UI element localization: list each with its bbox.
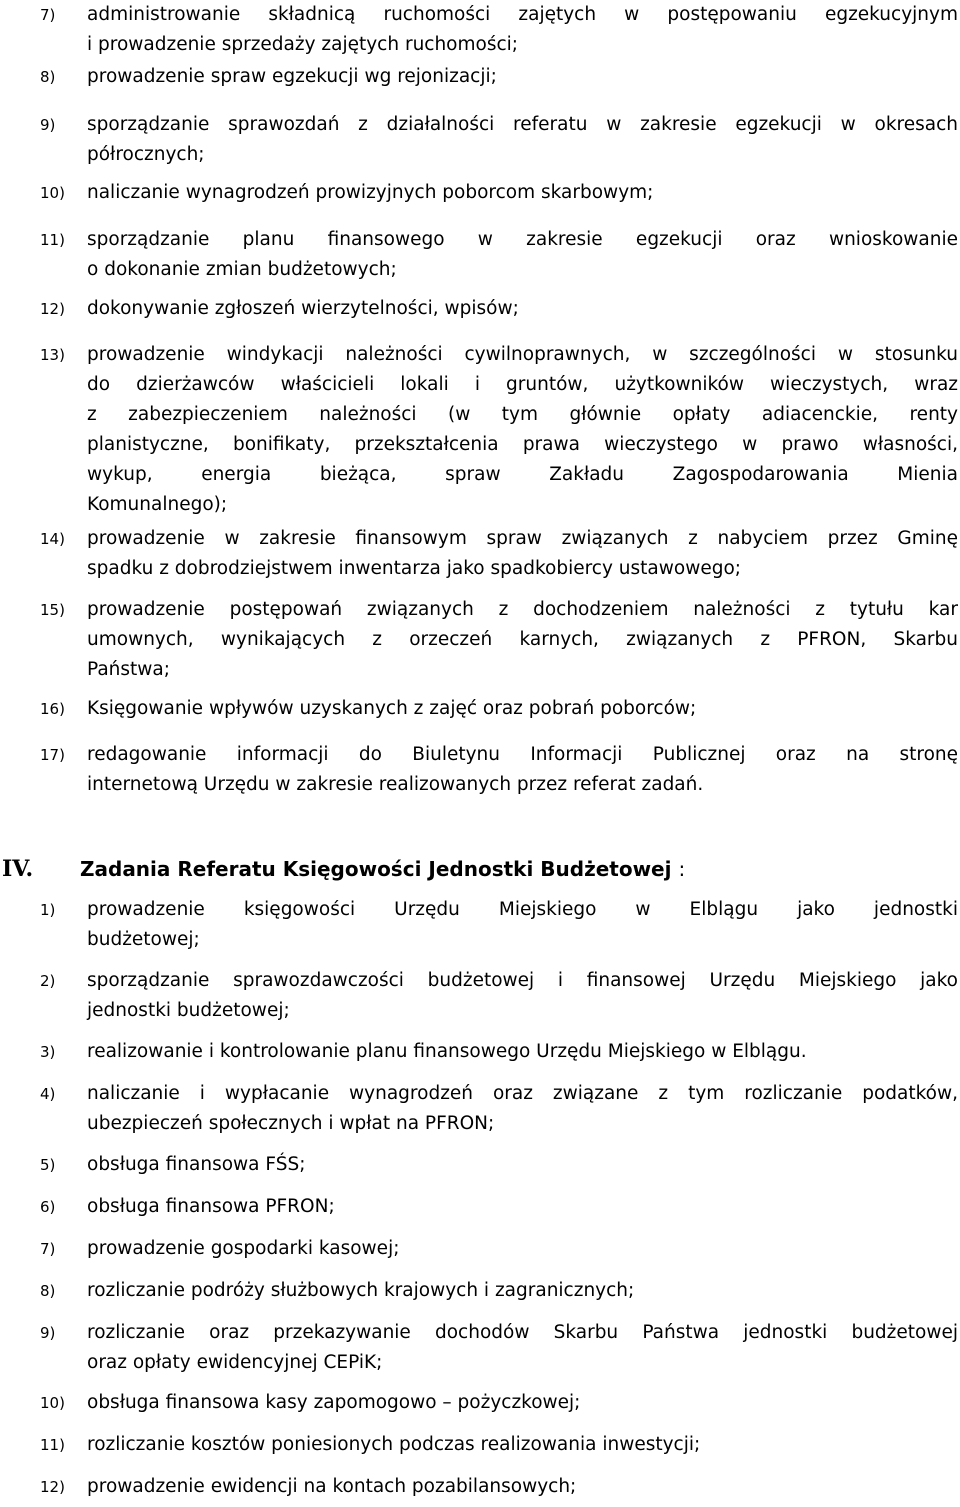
list-item: [0, 524, 958, 584]
list-item: [0, 895, 958, 955]
list-item-text: [87, 1150, 958, 1180]
list-item-number: 7): [40, 6, 56, 24]
text-line: rozliczanie podróży służbowych krajowych i zagranicznych;: [87, 1280, 635, 1301]
text-line: prowadzenie gospodarki kasowej;: [87, 1238, 400, 1259]
list-item-number: 11): [40, 231, 65, 249]
list-item-text: [87, 1079, 958, 1139]
list-item-number: 13): [40, 346, 65, 364]
list-item: [0, 1234, 958, 1264]
list-item-text: [87, 740, 958, 800]
text-line: i prowadzenie sprzedaży zajętych ruchomości;: [87, 34, 519, 55]
section-title: [80, 850, 685, 888]
list-item-number: 7): [40, 1240, 56, 1258]
list-item: [0, 1079, 958, 1139]
list-item-text: [87, 1472, 958, 1502]
list-item: [0, 1430, 958, 1460]
section-title-text: Zadania Referatu Księgowości Jednostki Budżetowej: [80, 857, 672, 881]
text-line: naliczanie i wypłacanie wynagrodzeń oraz związane z tym rozliczanie podatków,: [87, 1083, 958, 1104]
list-item-text: [87, 340, 958, 520]
list-item-text: [87, 1192, 958, 1222]
text-line: redagowanie informacji do Biuletynu Informacji Publicznej oraz na stronę: [87, 744, 958, 765]
text-line: spadku z dobrodziejstwem inwentarza jako spadkobiercy ustawowego;: [87, 558, 742, 579]
text-line: rozliczanie oraz przekazywanie dochodów Skarbu Państwa jednostki budżetowej: [87, 1322, 958, 1343]
list-item-text: [87, 294, 958, 324]
list-item: [0, 1318, 958, 1378]
list-item: [0, 694, 958, 724]
list-item: [0, 740, 958, 800]
text-line: realizowanie i kontrolowanie planu finansowego Urzędu Miejskiego w Elblągu.: [87, 1041, 807, 1062]
text-line: dokonywanie zgłoszeń wierzytelności, wpisów;: [87, 298, 519, 319]
text-line: sporządzanie sprawozdawczości budżetowej i finansowej Urzędu Miejskiego jako: [87, 970, 958, 991]
list-item-number: 11): [40, 1436, 65, 1454]
list-item-text: [87, 1430, 958, 1460]
text-line: planistyczne, bonifikaty, przekształcenia prawa wieczystego w prawo własności,: [87, 434, 958, 455]
text-line: prowadzenie księgowości Urzędu Miejskiego w Elblągu jako jednostki: [87, 899, 958, 920]
text-line: prowadzenie windykacji należności cywilnoprawnych, w szczególności w stosunku: [87, 344, 958, 365]
text-line: wykup, energia bieżąca, spraw Zakładu Zagospodarowania Mienia: [87, 464, 958, 485]
text-line: prowadzenie spraw egzekucji wg rejonizacji;: [87, 66, 497, 87]
list-item-text: [87, 1234, 958, 1264]
list-item-number: 12): [40, 300, 65, 318]
list-item: [0, 62, 958, 92]
list-item-number: 10): [40, 1394, 65, 1412]
list-item-number: 2): [40, 972, 56, 990]
text-line: umownych, wynikających z orzeczeń karnych, związanych z PFRON, Skarbu: [87, 629, 958, 650]
text-line: budżetowej;: [87, 929, 200, 950]
list-item-number: 3): [40, 1043, 56, 1061]
section-heading: [0, 850, 960, 888]
text-line: oraz opłaty ewidencyjnej CEPiK;: [87, 1352, 383, 1373]
list-item-text: [87, 1388, 958, 1418]
text-line: Państwa;: [87, 659, 170, 680]
list-item-number: 6): [40, 1198, 56, 1216]
list-item: [0, 0, 958, 60]
list-item-number: 4): [40, 1085, 56, 1103]
section-title-colon: :: [678, 857, 686, 881]
section-number: IV.: [2, 856, 34, 882]
text-line: sporządzanie planu finansowego w zakresie egzekucji oraz wnioskowanie: [87, 229, 958, 250]
text-line: ubezpieczeń społecznych i wpłat na PFRON;: [87, 1113, 495, 1134]
list-item: [0, 595, 958, 685]
list-item-text: [87, 966, 958, 1026]
list-item: [0, 1388, 958, 1418]
text-line: do dzierżawców właścicieli lokali i gruntów, użytkowników wieczystych, wraz: [87, 374, 958, 395]
list-item-text: [87, 62, 958, 92]
list-item-text: [87, 1276, 958, 1306]
list-item-number: 16): [40, 700, 65, 718]
list-item: [0, 1192, 958, 1222]
list-item: [0, 340, 958, 520]
list-item: [0, 1472, 958, 1502]
text-line: prowadzenie w zakresie finansowym spraw związanych z nabyciem przez Gminę: [87, 528, 958, 549]
text-line: administrowanie składnicą ruchomości zajętych w postępowaniu egzekucyjnym: [87, 4, 958, 25]
list-item-number: 8): [40, 68, 56, 86]
list-item: [0, 966, 958, 1026]
list-item-text: [87, 225, 958, 285]
list-item-text: [87, 1037, 958, 1067]
list-item-text: [87, 595, 958, 685]
list-item-number: 9): [40, 116, 56, 134]
list-item: [0, 178, 958, 208]
list-item-number: 14): [40, 530, 65, 548]
list-item-number: 1): [40, 901, 56, 919]
text-line: Księgowanie wpływów uzyskanych z zajęć oraz pobrań poborców;: [87, 698, 697, 719]
list-item-text: [87, 178, 958, 208]
text-line: Komunalnego);: [87, 494, 228, 515]
text-line: półrocznych;: [87, 144, 205, 165]
text-line: rozliczanie kosztów poniesionych podczas realizowania inwestycji;: [87, 1434, 701, 1455]
text-line: o dokonanie zmian budżetowych;: [87, 259, 397, 280]
list-item: [0, 1150, 958, 1180]
list-item-number: 15): [40, 601, 65, 619]
list-item-text: [87, 0, 958, 60]
text-line: prowadzenie ewidencji na kontach pozabilansowych;: [87, 1476, 577, 1497]
list-item-number: 17): [40, 746, 65, 764]
text-line: jednostki budżetowej;: [87, 1000, 290, 1021]
text-line: naliczanie wynagrodzeń prowizyjnych poborcom skarbowym;: [87, 182, 654, 203]
list-item-number: 8): [40, 1282, 56, 1300]
list-item: [0, 110, 958, 170]
list-item-number: 9): [40, 1324, 56, 1342]
list-item-text: [87, 110, 958, 170]
list-item-number: 10): [40, 184, 65, 202]
text-line: internetową Urzędu w zakresie realizowanych przez referat zadań.: [87, 774, 704, 795]
text-line: obsługa finansowa PFRON;: [87, 1196, 335, 1217]
list-item: [0, 1276, 958, 1306]
list-item: [0, 1037, 958, 1067]
text-line: sporządzanie sprawozdań z działalności referatu w zakresie egzekucji w okresach: [87, 114, 958, 135]
text-line: obsługa finansowa FŚS;: [87, 1154, 306, 1175]
text-line: obsługa finansowa kasy zapomogowo – pożyczkowej;: [87, 1392, 581, 1413]
list-item-number: 5): [40, 1156, 56, 1174]
list-item: [0, 294, 958, 324]
list-item-number: 12): [40, 1478, 65, 1496]
list-item-text: [87, 1318, 958, 1378]
list-item-text: [87, 524, 958, 584]
text-line: z zabezpieczeniem należności (w tym głównie opłaty adiacenckie, renty: [87, 404, 958, 425]
text-line: prowadzenie postępowań związanych z dochodzeniem należności z tytułu kar: [87, 599, 958, 620]
list-item-text: [87, 895, 958, 955]
list-item: [0, 225, 958, 285]
list-item-text: [87, 694, 958, 724]
